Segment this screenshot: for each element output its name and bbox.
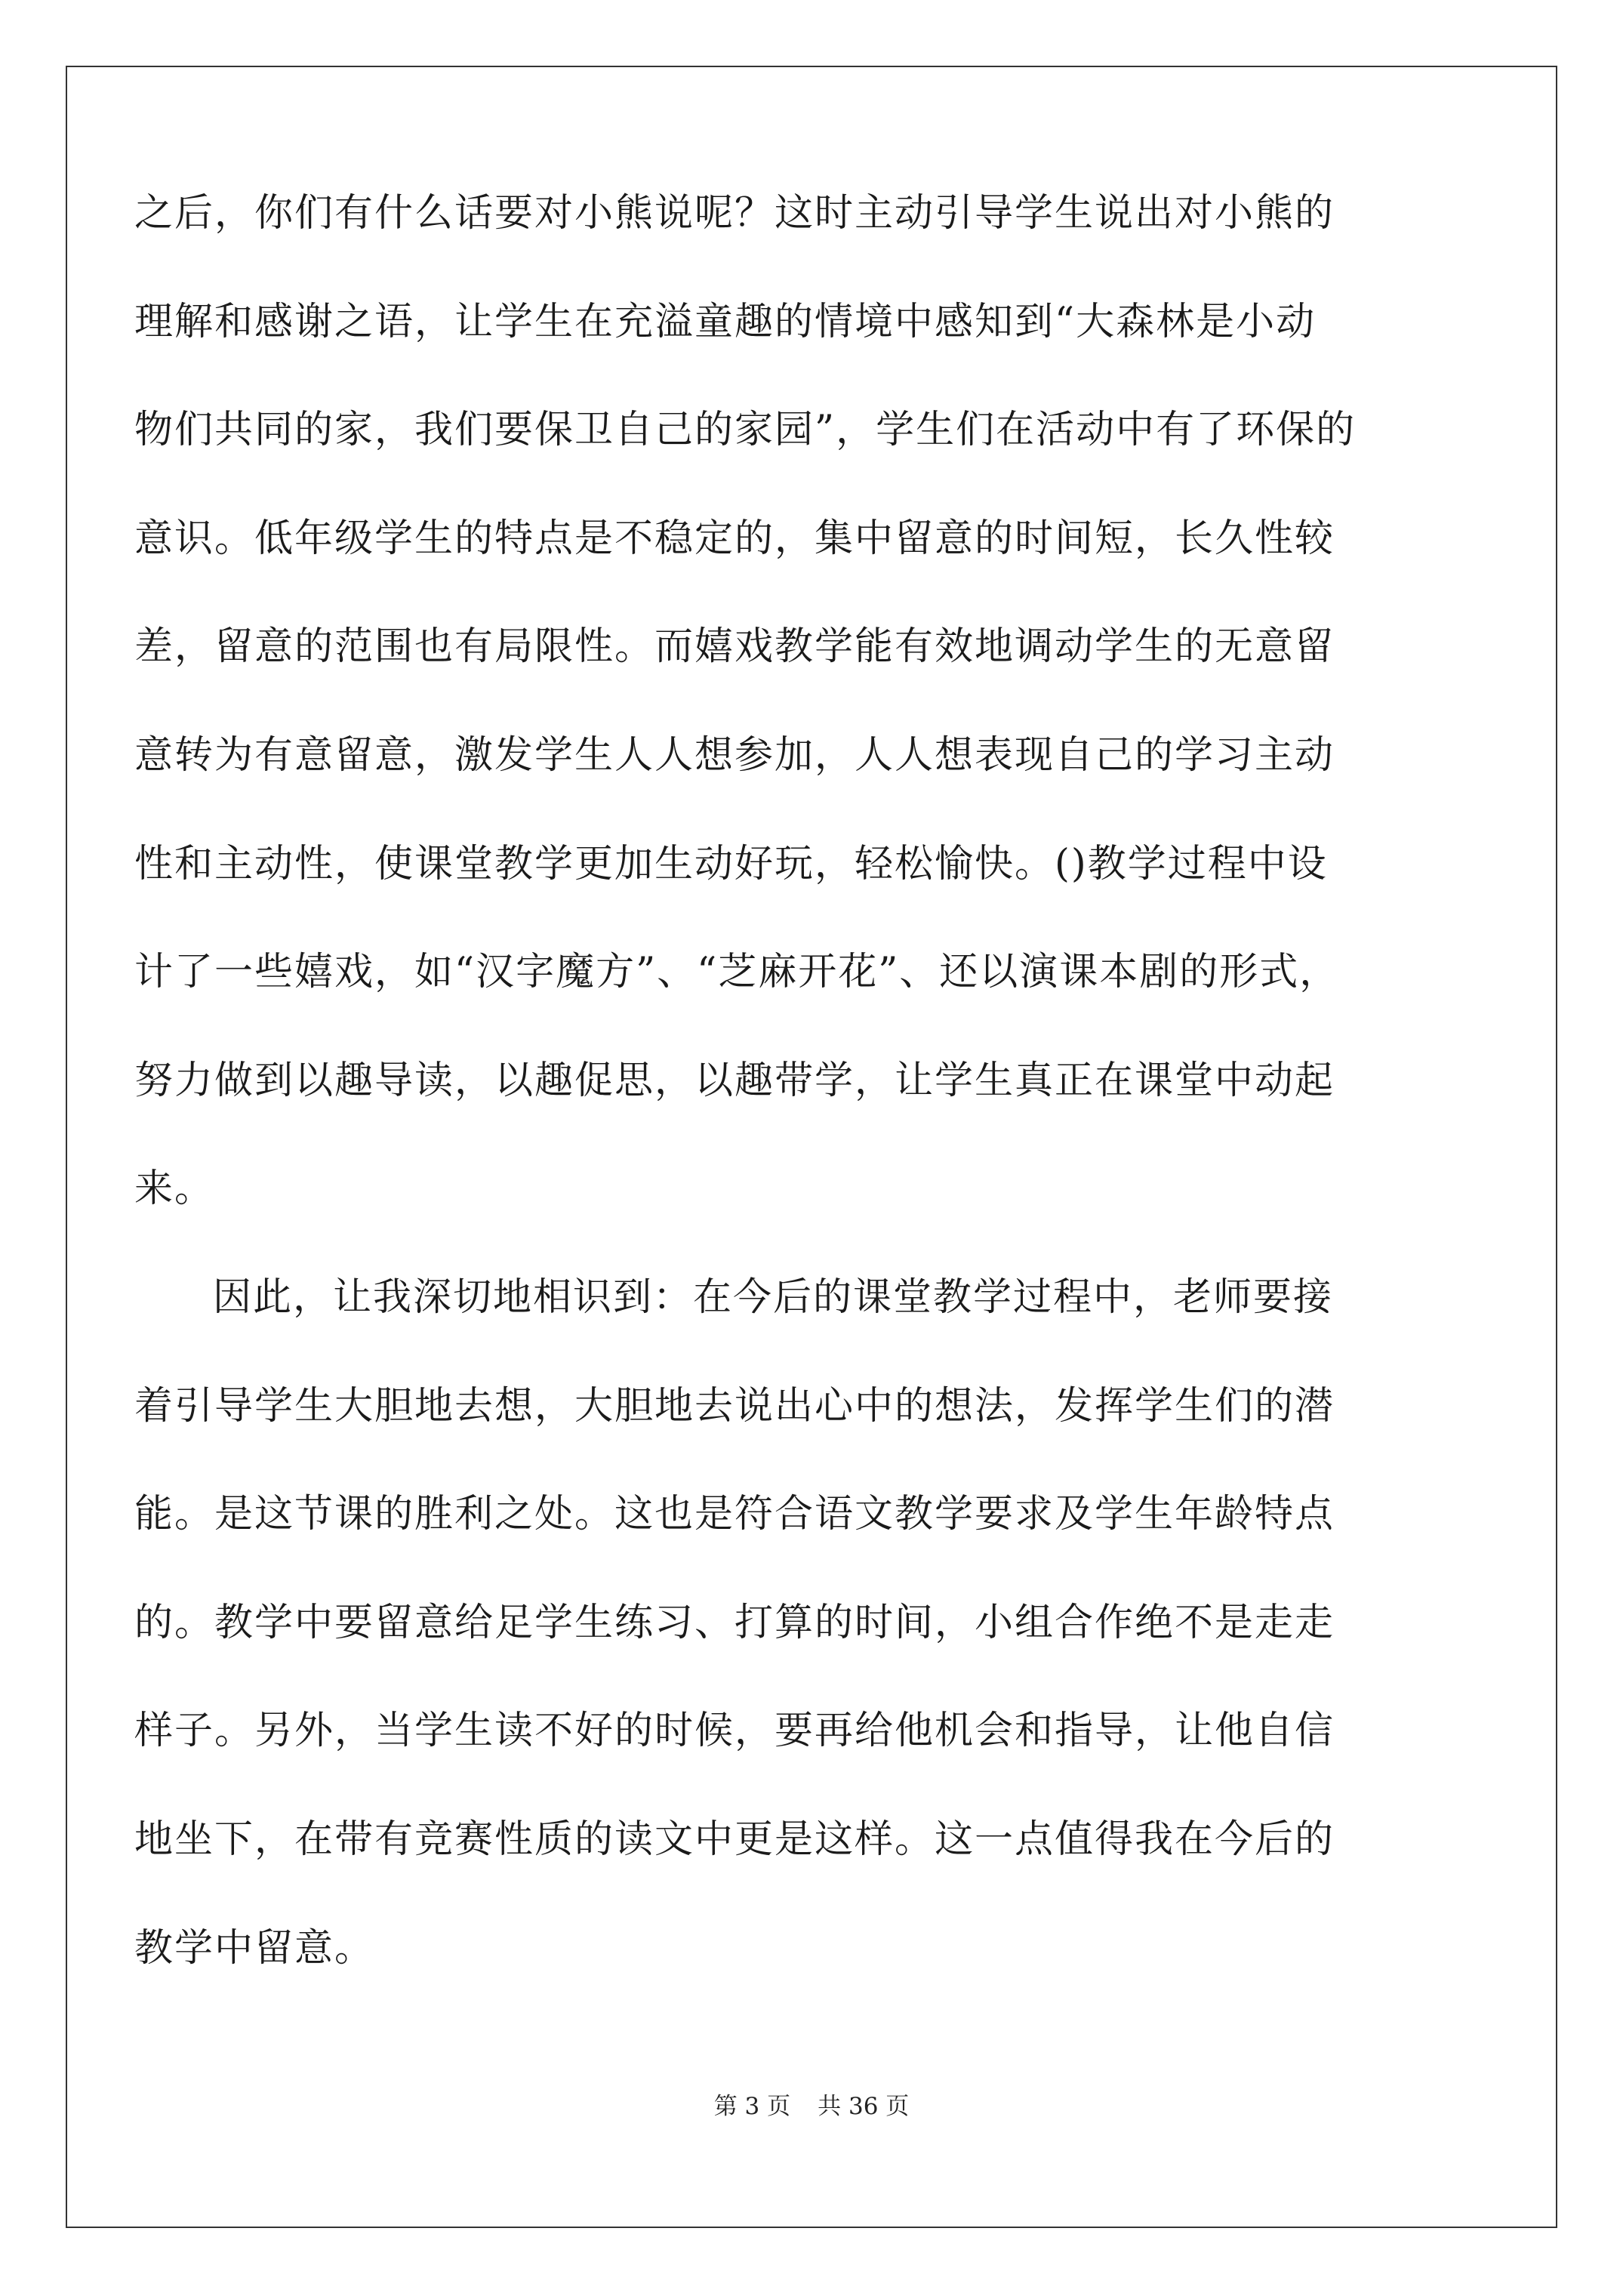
text-line: 教学中留意。 (134, 1925, 375, 1971)
page-number: 第 3 页 (713, 2093, 791, 2120)
text-line: 努力做到以趣导读，以趣促思，以趣带学，让学生真正在课堂中动起 (134, 1058, 1335, 1103)
text-line: 来。 (134, 1166, 215, 1212)
text-line: 意识。低年级学生的特点是不稳定的，集中留意的时间短，长久性较 (134, 516, 1335, 561)
text-line: 着引导学生大胆地去想，大胆地去说出心中的想法，发挥学生们的潜 (134, 1383, 1335, 1428)
text-line: 的。教学中要留意给足学生练习、打算的时间，小组合作绝不是走走 (134, 1600, 1335, 1645)
text-line: 因此，让我深切地相识到：在今后的课堂教学过程中，老师要接 (213, 1274, 1334, 1320)
text-line: 物们共同的家，我们要保卫自己的家园”，学生们在活动中有了环保的 (134, 408, 1357, 453)
page-total: 共 36 页 (818, 2093, 910, 2120)
text-line: 计了一些嬉戏，如“汉字魔方”、“芝麻开花”、还以演课本剧的形式， (134, 950, 1340, 995)
text-line: 性和主动性，使课堂教学更加生动好玩，轻松愉快。()教学过程中设 (134, 841, 1328, 886)
text-line: 差，留意的范围也有局限性。而嬉戏教学能有效地调动学生的无意留 (134, 624, 1335, 670)
text-line: 意转为有意留意，激发学生人人想参加，人人想表现自己的学习主动 (134, 732, 1335, 778)
paragraph-1 (134, 189, 1497, 1213)
paragraph-2 (134, 1273, 1497, 1973)
text-line: 理解和感谢之语，让学生在充溢童趣的情境中感知到“大森林是小动 (134, 299, 1317, 344)
page-footer (0, 2091, 1623, 2122)
text-line: 样子。另外，当学生读不好的时候，要再给他机会和指导，让他自信 (134, 1709, 1335, 1754)
text-line: 之后，你们有什么话要对小熊说呢？这时主动引导学生说出对小熊的 (134, 191, 1335, 236)
document-body (134, 189, 1497, 2032)
text-line: 地坐下，在带有竞赛性质的读文中更是这样。这一点值得我在今后的 (134, 1817, 1335, 1862)
text-line: 能。是这节课的胜利之处。这也是符合语文教学要求及学生年龄特点 (134, 1492, 1335, 1537)
